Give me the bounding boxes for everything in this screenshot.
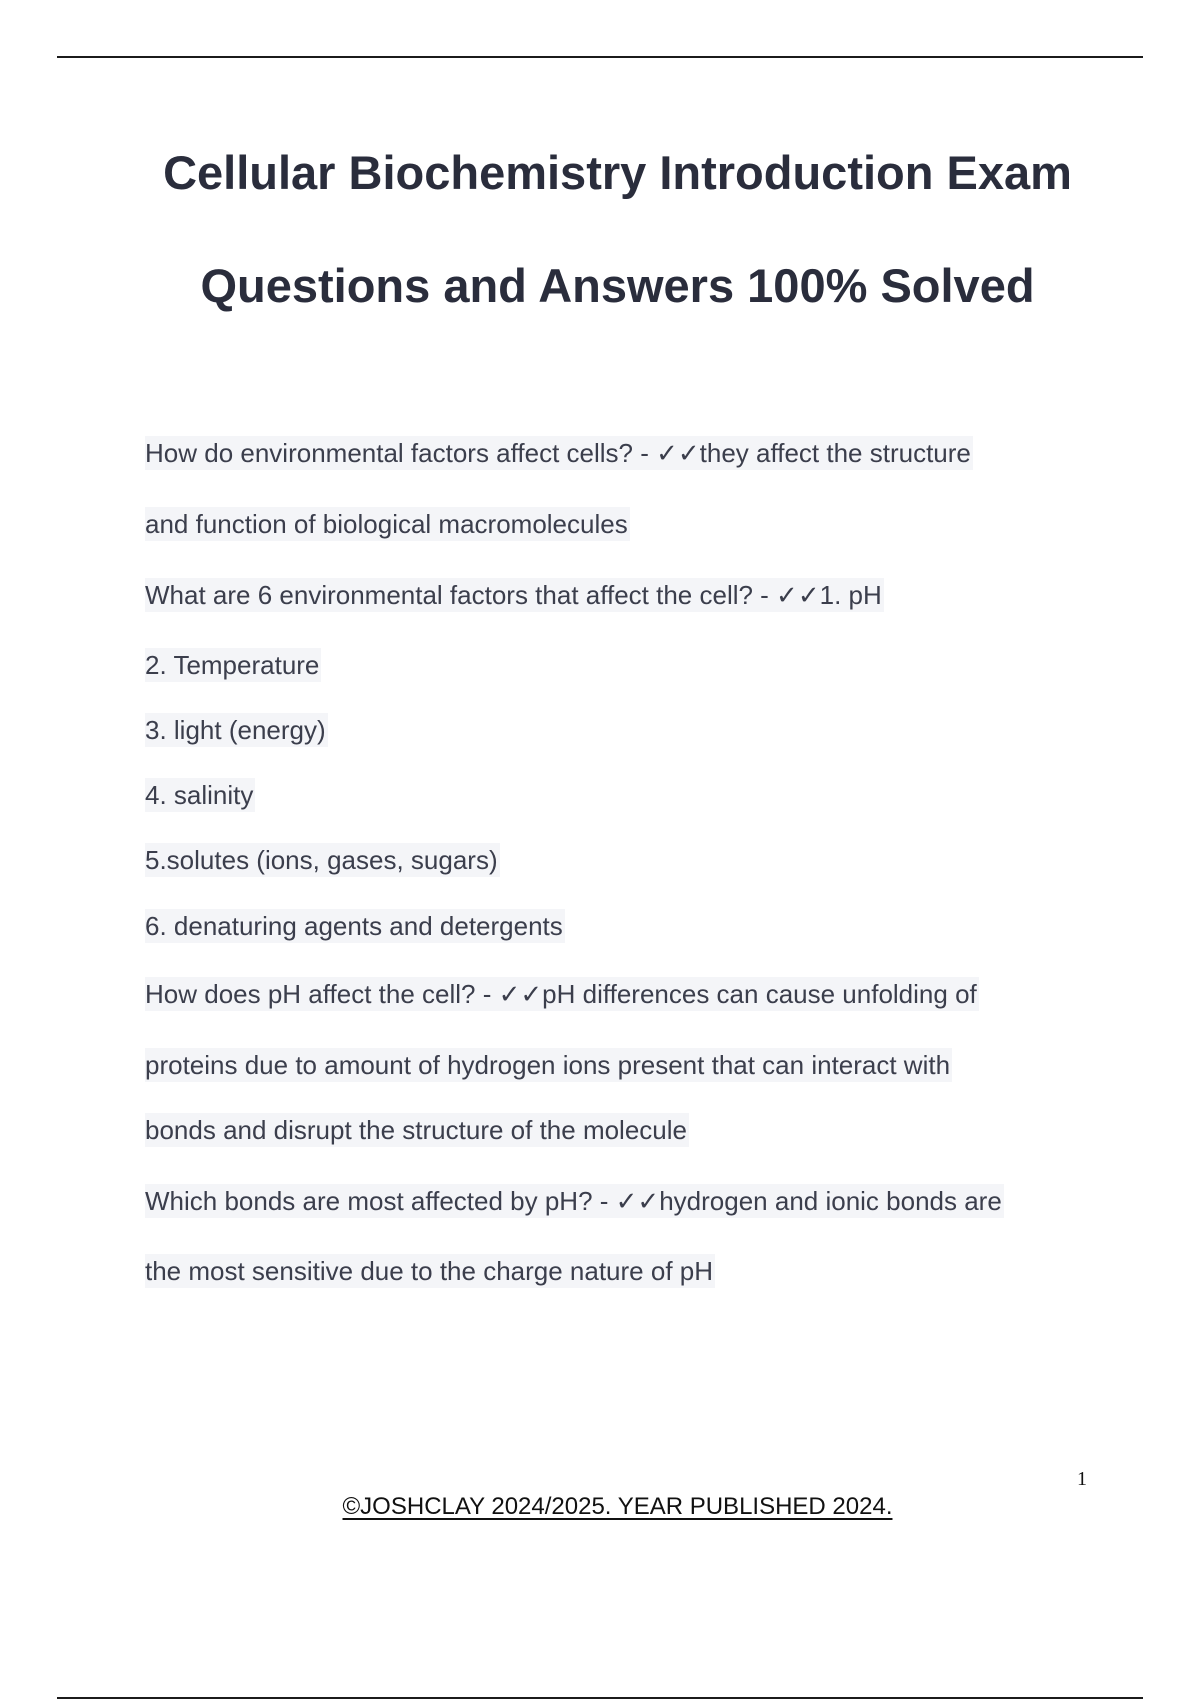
text-line-3-content: What are 6 environmental factors that affect the cell? - ✓✓1. pH (145, 580, 882, 610)
text-line-8 (145, 908, 565, 944)
text-line-10-content: proteins due to amount of hydrogen ions present that can interact with (145, 1050, 951, 1080)
text-line-5 (145, 712, 328, 748)
page-number: 1 (1077, 1468, 1087, 1490)
text-line-11-content: bonds and disrupt the structure of the molecule (145, 1115, 687, 1145)
text-line-4-content: 2. Temperature (145, 650, 320, 680)
text-line-7-content: 5.solutes (ions, gases, sugars) (145, 845, 498, 875)
text-line-3 (145, 577, 884, 613)
text-line-12-content: Which bonds are most affected by pH? - ✓✓hydrogen and ionic bonds are (145, 1186, 1002, 1216)
text-line-5-content: 3. light (energy) (145, 715, 326, 745)
document-title-line-1: Cellular Biochemistry Introduction Exam (163, 146, 1072, 199)
text-line-9-content: How does pH affect the cell? - ✓✓pH differences can cause unfolding of (145, 979, 977, 1009)
text-line-11 (145, 1112, 689, 1148)
text-line-13 (145, 1253, 715, 1289)
text-line-2 (145, 506, 630, 542)
text-line-10 (145, 1047, 952, 1083)
document-title-line-2: Questions and Answers 100% Solved (200, 259, 1035, 312)
copyright-footer: ©JOSHCLAY 2024/2025. YEAR PUBLISHED 2024. (342, 1493, 893, 1520)
text-line-6-content: 4. salinity (145, 780, 254, 810)
text-line-4 (145, 647, 321, 683)
text-line-7 (145, 842, 500, 878)
text-line-12 (145, 1183, 1004, 1219)
text-line-9 (145, 976, 979, 1012)
top-rule (57, 56, 1143, 58)
text-line-6 (145, 777, 255, 813)
text-line-1-content: How do environmental factors affect cells? - ✓✓they affect the structure (145, 438, 971, 468)
text-line-8-content: 6. denaturing agents and detergents (145, 911, 563, 941)
text-line-13-content: the most sensitive due to the charge nature of pH (145, 1256, 714, 1286)
bottom-rule (57, 1697, 1143, 1699)
text-line-1 (145, 435, 973, 471)
text-line-2-content: and function of biological macromolecules (145, 509, 628, 539)
